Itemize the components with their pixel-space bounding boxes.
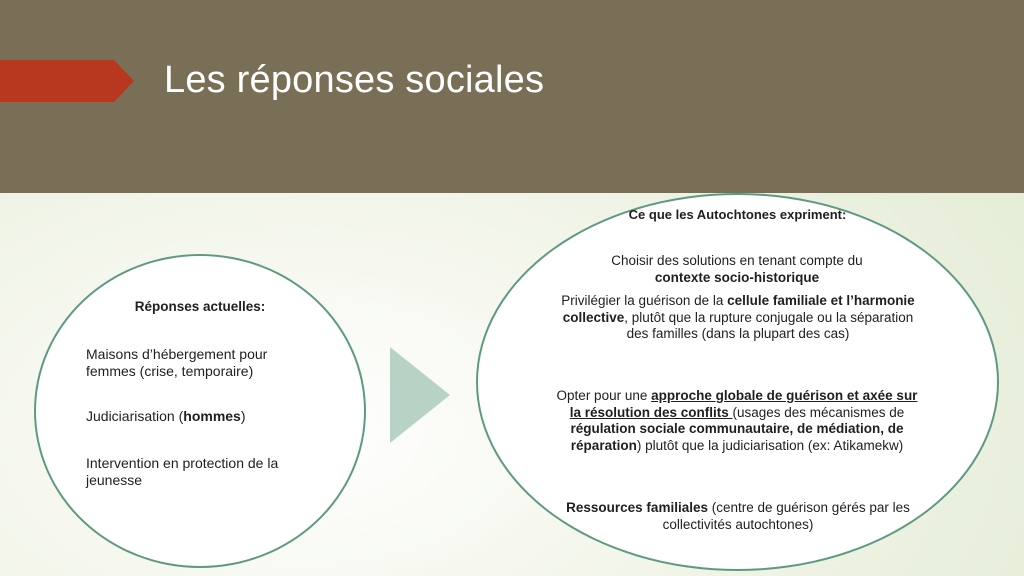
accent-arrow-bar [0,60,134,102]
family-resources-post: (centre de guérison gérés par les collectivités autochtones) [662,500,910,532]
family-resources-bold: Ressources familiales [566,500,708,515]
global-approach-mid: (usages des mécanismes de [732,404,905,420]
judiciarisation-close: ) [240,408,246,424]
list-item-shelters: Maisons d’hébergement pour femmes (crise, temporaire) [86,346,268,379]
family-healing-pre: Privilégier la guérison de la [561,293,728,308]
point-family-healing [560,293,916,343]
judiciarisation-text: Judiciarisation ( [86,408,184,424]
family-healing-post: , plutôt que la rupture conjugale ou la séparation des familles (dans la plupart des cas) [624,309,914,341]
point-family-resources [560,500,916,533]
list-item-youth-protection: Intervention en protection de la jeunesse [86,455,279,488]
point-socio-historical-text: Choisir des solutions en tenant compte du [611,253,863,268]
indigenous-views-heading: Ce que les Autochtones expriment: [628,207,847,222]
list-item-judiciarisation [86,408,316,425]
slide-title: Les réponses sociales [164,59,545,101]
social-regulation-bold: régulation sociale communautaire, de médiation, de réparation [570,421,904,453]
point-socio-historical-bold: contexte socio-historique [654,269,820,285]
global-approach-post: ) plutôt que la judiciarisation (ex: Atikamekw) [636,437,904,453]
current-responses-heading: Réponses actuelles: [134,299,266,314]
judiciarisation-bold: hommes [183,408,241,424]
arrow-right-icon [390,347,450,443]
global-approach-pre: Opter pour une [556,388,652,403]
point-global-approach [554,388,920,454]
point-socio-historical [566,253,908,286]
family-healing-bold: cellule familiale et l’harmonie collective [562,293,915,325]
global-approach-bold: approche globale de guérison et axée sur la résolution des conflits [569,388,918,420]
